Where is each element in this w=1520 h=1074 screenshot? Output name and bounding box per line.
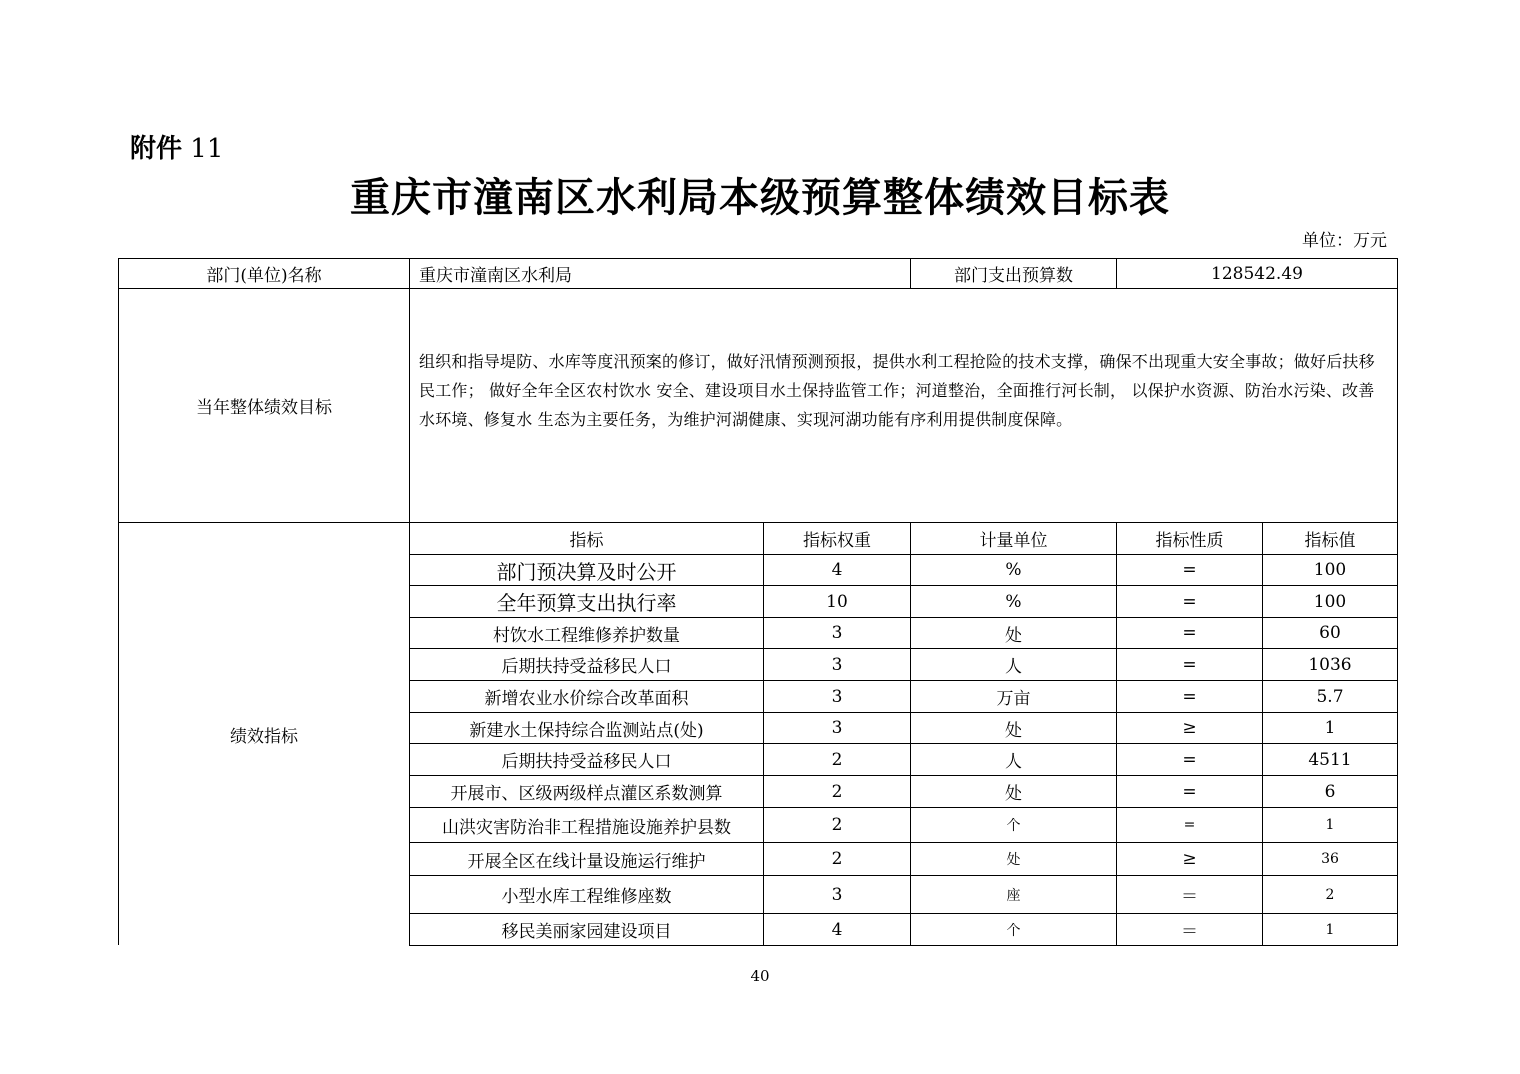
indicator-nature-cell: = [1182, 749, 1197, 770]
indicator-value-cell: 2 [1325, 886, 1335, 903]
indicator-weight-cell: 2 [831, 781, 843, 802]
column-header-indicator-weight: 指标权重 [803, 531, 871, 551]
attachment-label: 附件 11 [130, 134, 224, 164]
indicator-unit-cell: 处 [1005, 784, 1022, 804]
indicator-nature-cell: ＝ [1181, 887, 1198, 907]
column-header-indicator-nature: 指标性质 [1155, 531, 1224, 551]
indicator-nature-cell: ≥ [1182, 849, 1197, 869]
indicator-name-cell: 后期扶持受益移民人口 [501, 657, 672, 677]
goal-label: 当年整体绩效目标 [196, 398, 332, 418]
indicator-unit-cell: 个 [1006, 922, 1021, 939]
indicator-unit-cell: 万亩 [996, 689, 1031, 709]
page-title: 重庆市潼南区水利局本级预算整体绩效目标表 [350, 175, 1170, 221]
indicator-unit-cell: 人 [1005, 752, 1022, 772]
indicator-nature-cell: = [1182, 686, 1197, 707]
indicator-name-cell: 山洪灾害防治非工程措施设施养护县数 [442, 817, 731, 838]
indicator-name-cell: 移民美丽家园建设项目 [501, 922, 672, 942]
indicator-nature-cell: = [1182, 623, 1197, 643]
indicator-weight-cell: 2 [831, 749, 843, 770]
indicator-nature-cell: ≥ [1182, 718, 1197, 738]
goal-text: 组织和指导堤防、水库等度汛预案的修订，做好汛情预测预报，提供水利工程抢险的技术支撑，确保不出现重大安全事故；做好后扶移民工作； 做好全年全区农村饮水 安全、建设项目水土保持监管工作；河道整治，全面推行河长制， 以保护水资源、防治水污染、改善水环境、修复水 生态为主要任务，为维护河湖健康、实现河湖功能有序利用提供制度保障。 [419, 352, 1375, 429]
indicator-value-cell: 1 [1324, 718, 1336, 738]
indicator-value-cell: 1 [1325, 921, 1335, 938]
dept-name-value: 重庆市潼南区水利局 [419, 266, 572, 286]
budget-label: 部门支出预算数 [954, 266, 1073, 286]
indicator-unit-cell: 处 [1005, 625, 1022, 646]
indicator-value-cell: 1 [1325, 817, 1335, 833]
indicator-weight-cell: 10 [826, 591, 848, 612]
indicator-name-cell: 开展市、区级两级样点灌区系数测算 [450, 784, 723, 804]
indicator-unit-cell: 个 [1006, 818, 1021, 834]
indicator-weight-cell: 4 [831, 560, 843, 580]
unit-label: 单位：万元 [1302, 231, 1387, 251]
indicator-value-cell: 100 [1313, 591, 1347, 612]
indicator-value-cell: 4511 [1308, 749, 1352, 770]
indicator-weight-cell: 2 [831, 849, 843, 869]
column-header-indicator-name: 指标 [569, 531, 604, 551]
indicator-value-cell: 100 [1313, 560, 1347, 580]
indicator-weight-cell: 3 [831, 654, 843, 675]
indicator-name-cell: 新增农业水价综合改革面积 [484, 689, 689, 709]
indicator-unit-cell: 座 [1006, 887, 1021, 904]
indicator-name-cell: 部门预决算及时公开 [496, 559, 677, 584]
indicator-unit-cell: 人 [1005, 657, 1022, 677]
indicators-section-label: 绩效指标 [230, 726, 298, 747]
indicator-name-cell: 小型水库工程维修座数 [501, 887, 672, 907]
indicator-value-cell: 6 [1324, 781, 1336, 802]
indicator-nature-cell: = [1182, 654, 1197, 675]
indicator-nature-cell: = [1182, 591, 1197, 612]
indicator-name-cell: 新建水土保持综合监测站点(处) [469, 720, 704, 741]
indicator-weight-cell: 4 [831, 919, 843, 940]
indicator-unit-cell: 处 [1006, 852, 1021, 868]
indicator-nature-cell: ＝ [1181, 922, 1198, 942]
dept-name-label: 部门(单位)名称 [206, 266, 322, 286]
indicator-unit-cell: 处 [1005, 720, 1022, 741]
indicator-value-cell: 1036 [1308, 654, 1352, 675]
indicator-name-cell: 开展全区在线计量设施运行维护 [467, 851, 706, 872]
indicator-nature-cell: = [1183, 817, 1196, 833]
indicator-value-cell: 60 [1319, 623, 1341, 643]
indicator-weight-cell: 3 [831, 686, 843, 707]
indicator-weight-cell: 2 [831, 815, 843, 835]
indicator-value-cell: 36 [1321, 851, 1339, 867]
indicator-unit-cell: % [1005, 591, 1022, 612]
indicator-unit-cell: % [1005, 560, 1022, 580]
indicator-name-cell: 村饮水工程维修养护数量 [493, 625, 680, 646]
indicator-name-cell: 全年预算支出执行率 [496, 591, 677, 615]
column-header-indicator-value: 指标值 [1304, 531, 1356, 551]
indicator-name-cell: 后期扶持受益移民人口 [501, 752, 672, 772]
budget-value: 128542.49 [1211, 263, 1303, 284]
indicator-weight-cell: 3 [831, 623, 843, 643]
page-number: 40 [750, 967, 770, 985]
indicator-weight-cell: 3 [831, 884, 843, 905]
column-header-indicator-unit: 计量单位 [979, 531, 1048, 551]
indicator-nature-cell: = [1182, 781, 1197, 802]
indicator-nature-cell: = [1182, 560, 1197, 580]
indicator-weight-cell: 3 [831, 718, 843, 738]
indicator-value-cell: 5.7 [1316, 686, 1344, 707]
